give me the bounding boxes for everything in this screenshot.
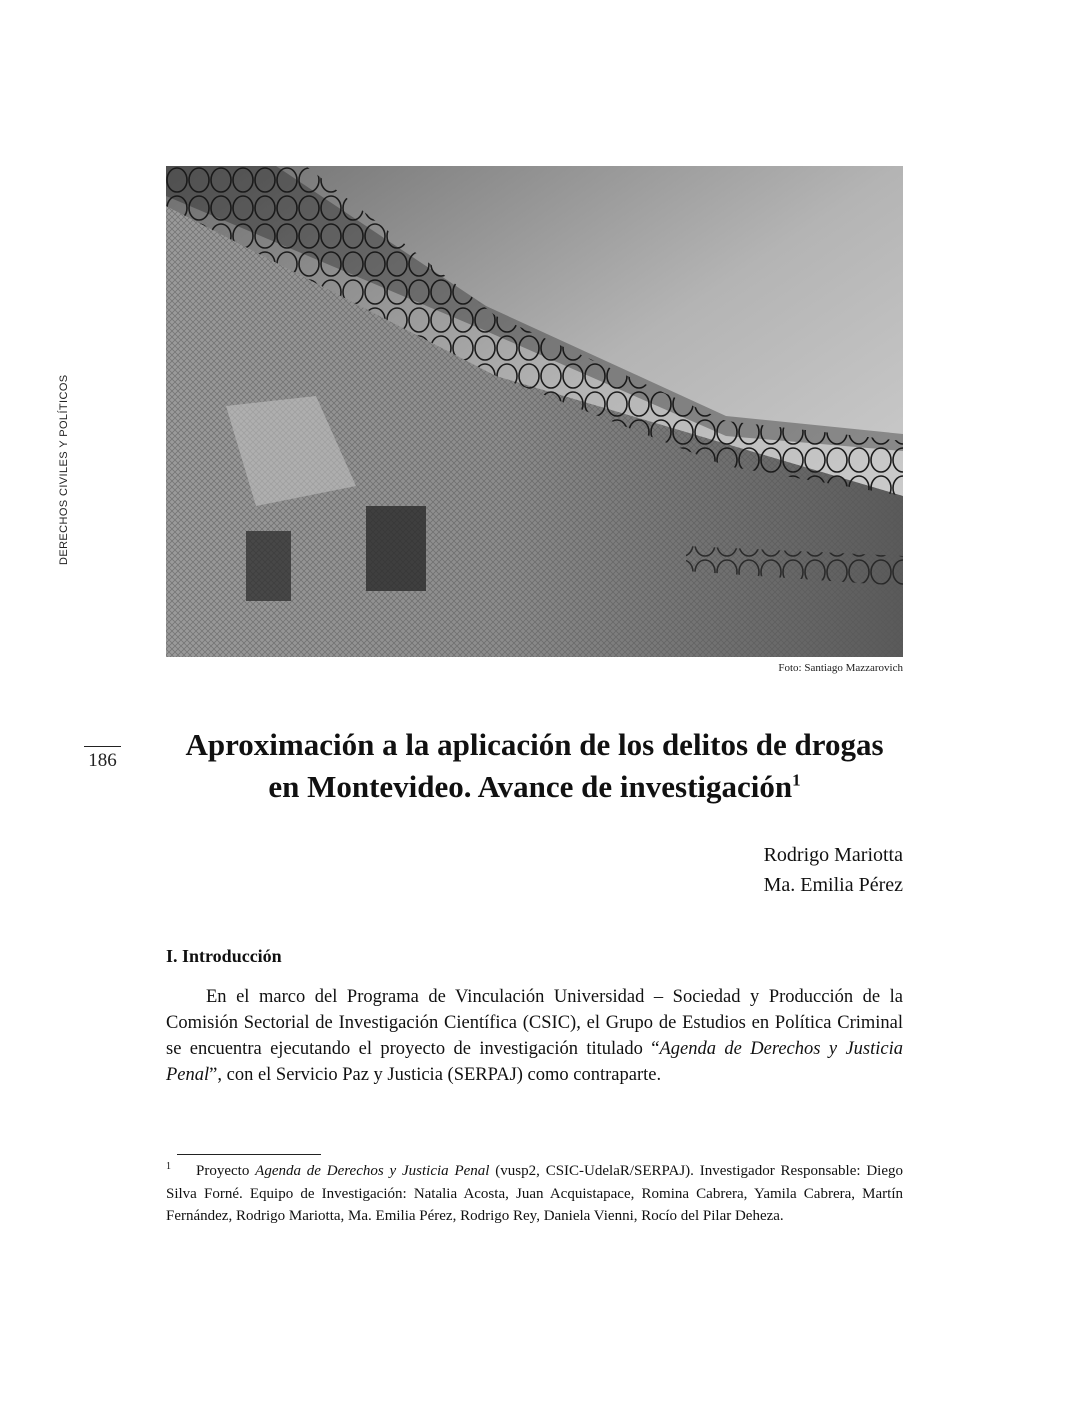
page-number: 186 — [88, 750, 117, 771]
title-line-2: en Montevideo. Avance de investigación — [268, 769, 793, 804]
author-name: Rodrigo Mariotta — [763, 844, 903, 866]
footnote: 1 Proyecto Agenda de Derechos y Justicia Penal (vusp2, CSIC-UdelaR/SERPAJ). Investigador Responsable: Diego Silva Forné. Equipo de Investigación: Natalia Acosta, Juan Acquistapace, Romina Cabrera, Yamila Cabrera, Martín Fernández, Rodrigo Mariotta, Ma. Emilia Pérez, Rodrigo Rey, Daniela Vienni, Rocío del Pilar Deheza. — [166, 1161, 904, 1224]
article-title — [166, 724, 903, 808]
title-footnote-ref[interactable]: 1 — [792, 770, 801, 790]
page-number-rule — [84, 746, 121, 747]
footnote-text: Proyecto — [196, 1163, 256, 1179]
section-heading: I. Introducción — [166, 946, 282, 966]
running-section-label: DERECHOS CIVILES Y POLÍTICOS — [58, 374, 70, 565]
author-list — [764, 840, 903, 900]
paragraph-text: ”, con el Servicio Paz y Justicia (SERPAJ) como contraparte. — [209, 1065, 662, 1085]
footnote-italic: Agenda de Derechos y Justicia Penal — [255, 1163, 490, 1179]
prison-wall-photo — [166, 166, 903, 657]
intro-paragraph — [166, 984, 903, 1088]
author-name: Ma. Emilia Pérez — [763, 874, 903, 896]
photo-credit: Foto: Santiago Mazzarovich — [778, 662, 903, 674]
project-title-italic: Agenda de Derechos y Justicia Penal — [166, 1039, 904, 1085]
barbed-wire-image — [166, 166, 903, 657]
paragraph-text: En el marco del Programa de Vinculación Universidad – Sociedad y Producción de la Comisión Sectorial de Investigación Científica (CSIC), el Grupo de Estudios en Política Criminal se encuentra ejecutando el proyecto de investigación titulado “ — [166, 987, 903, 1059]
footnote-text: (vusp2, CSIC-UdelaR/SERPAJ). Investigador Responsable: Diego Silva Forné. Equipo de Investigación: Natalia Acosta, Juan Acquistapace, Romina Cabrera, Yamila Cabrera, Martín Fernández, Rodrigo Mariotta, Ma. Emilia Pérez, Rodrigo Rey, Daniela Vienni, Rocío del Pilar Deheza. — [166, 1163, 904, 1224]
footnote-separator — [177, 1154, 321, 1155]
title-line-1: Aproximación a la aplicación de los delitos de drogas — [185, 727, 884, 762]
